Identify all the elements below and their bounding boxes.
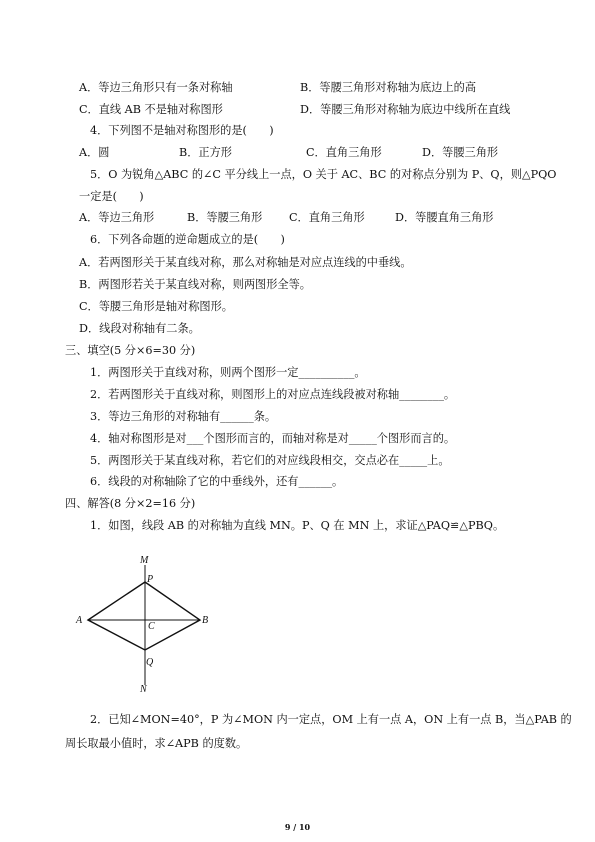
label-b: B (202, 615, 209, 626)
solve-question-1: 1．如图，线段 AB 的对称轴为直线 MN。P、Q 在 MN 上，求证△PAQ≌△PBQ。 (90, 519, 505, 532)
quadrilateral-apbq (88, 582, 200, 650)
q3-option-c: C．直线 AB 不是轴对称图形 (79, 103, 223, 116)
label-n: N (140, 684, 147, 695)
label-c: C (148, 621, 155, 632)
q4-stem: 4．下列图不是轴对称图形的是( ) (90, 124, 274, 137)
fill-item-2: 2．若两图形关于直线对称，则图形上的对应点连线段被对称轴________。 (90, 388, 456, 401)
solve-question-2-line2: 周长取最小值时，求∠APB 的度数。 (65, 737, 248, 750)
q5-option-b: B．等腰三角形 (187, 211, 263, 224)
fill-item-4: 4．轴对称图形是对___个图形而言的，而轴对称是对_____个图形而言的。 (90, 432, 456, 445)
solve-question-2-line1: 2．已知∠MON=40°，P 为∠MON 内一定点，OM 上有一点 A，ON 上有一点 B，当△PAB 的 (90, 713, 572, 726)
label-a: A (76, 615, 83, 626)
q4-option-d: D．等腰三角形 (422, 146, 499, 159)
q6-option-b: B．两图形若关于某直线对称，则两图形全等。 (79, 278, 311, 291)
q3-option-a: A．等边三角形只有一条对称轴 (79, 81, 233, 94)
q4-option-b: B．正方形 (179, 146, 232, 159)
q5-option-a: A．等边三角形 (79, 211, 155, 224)
label-q: Q (146, 657, 154, 668)
fill-item-6: 6．线段的对称轴除了它的中垂线外，还有______。 (90, 475, 344, 488)
q6-option-d: D．线段对称轴有二条。 (79, 322, 200, 335)
fill-item-1: 1．两图形关于直线对称，则两个图形一定__________。 (90, 366, 366, 379)
q4-option-a: A．圆 (79, 146, 110, 159)
q6-option-a: A．若两图形关于某直线对称，那么对称轴是对应点连线的中垂线。 (79, 256, 412, 269)
q5-option-d: D．等腰直角三角形 (395, 211, 494, 224)
q6-stem: 6．下列各命题的逆命题成立的是( ) (90, 233, 285, 246)
q3-option-b: B．等腰三角形对称轴为底边上的高 (300, 81, 477, 94)
q4-option-c: C．直角三角形 (306, 146, 382, 159)
fill-item-5: 5．两图形关于某直线对称，若它们的对应线段相交，交点必在_____上。 (90, 454, 450, 467)
q6-option-c: C．等腰三角形是轴对称图形。 (79, 300, 233, 313)
geometry-figure (70, 555, 220, 695)
q5-option-c: C．直角三角形 (289, 211, 365, 224)
section4-heading: 四、解答(8 分×2=16 分) (65, 497, 196, 510)
q5-stem-line1: 5．O 为锐角△ABC 的∠C 平分线上一点，O 关于 AC、BC 的对称点分别为 P、Q，则△PQO (90, 168, 557, 181)
q5-stem-line2: 一定是( ) (79, 190, 144, 203)
q3-option-d: D．等腰三角形对称轴为底边中线所在直线 (300, 103, 511, 116)
section3-heading: 三、填空(5 分×6=30 分) (65, 344, 196, 357)
label-p: P (147, 574, 154, 585)
label-m: M (140, 555, 149, 566)
fill-item-3: 3．等边三角形的对称轴有______条。 (90, 410, 277, 423)
page-number: 9 / 10 (284, 822, 311, 832)
